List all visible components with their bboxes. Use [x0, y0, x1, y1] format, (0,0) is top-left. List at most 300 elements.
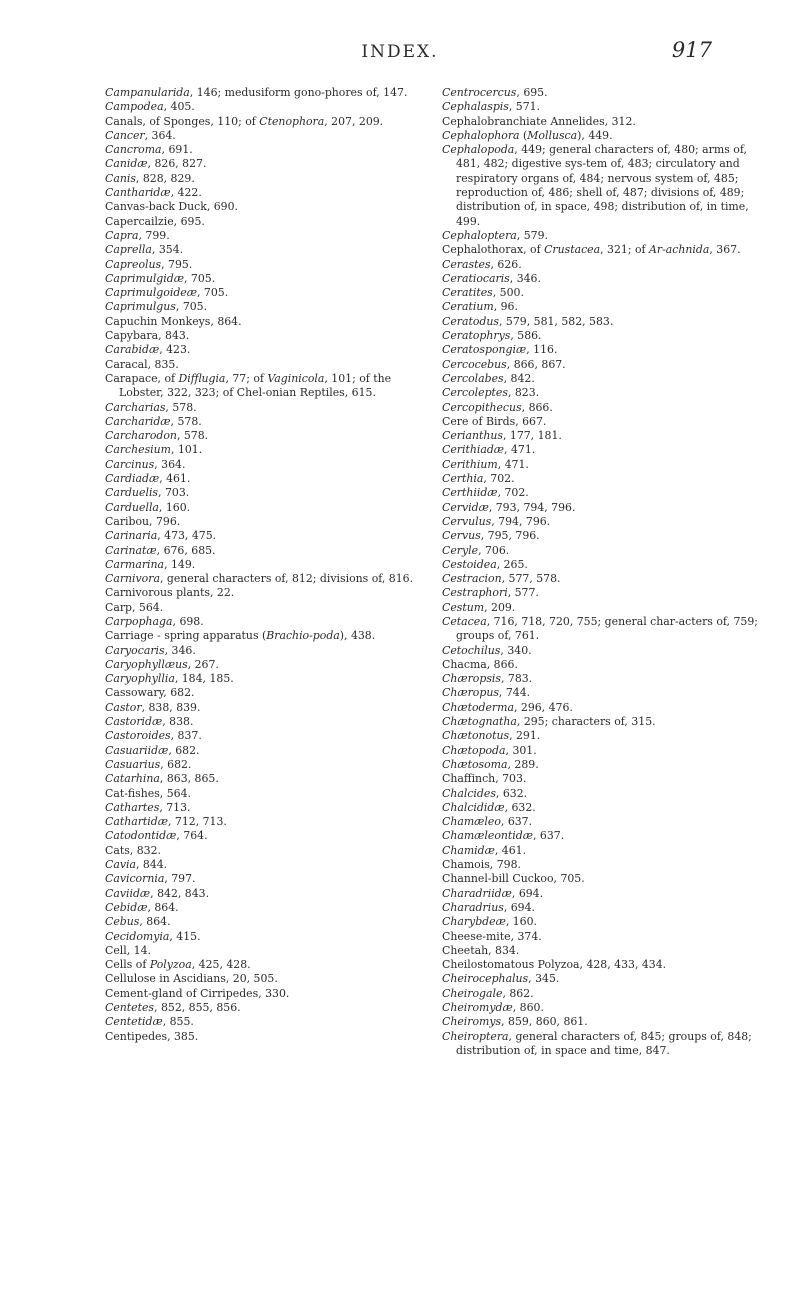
index-text: , 184, 185.	[174, 672, 234, 686]
index-text: , 354.	[151, 243, 184, 257]
index-entry	[105, 744, 437, 758]
index-entry	[442, 701, 774, 715]
index-entry	[442, 958, 774, 972]
index-text: , 578.	[176, 429, 209, 443]
index-term: Caryocaris	[105, 643, 165, 657]
index-term: Campanularida	[105, 86, 190, 99]
index-term: Chalcides	[442, 786, 496, 800]
running-head	[0, 38, 800, 68]
index-term: Cerastes	[442, 257, 491, 271]
index-term: Chamidæ	[442, 843, 495, 857]
index-term: Caprella	[105, 243, 152, 257]
index-text: Cere of Birds, 667.	[442, 414, 547, 428]
index-text: ), 449.	[577, 128, 613, 142]
index-term: Cestracion	[442, 572, 502, 586]
index-entry	[105, 258, 437, 272]
index-text: Cheese-mite, 374.	[442, 929, 542, 943]
index-term: Ceratites	[442, 286, 493, 300]
index-text: , 698.	[172, 614, 204, 628]
index-term: Castoridæ	[105, 715, 163, 729]
index-text: , 844.	[135, 858, 168, 872]
index-text: , 77; of	[225, 371, 268, 385]
index-entry	[442, 601, 774, 615]
index-text: Chacma, 866.	[442, 657, 518, 671]
index-entry	[442, 644, 774, 658]
index-text: Caracal, 835.	[105, 357, 179, 371]
index-entry	[105, 601, 437, 615]
index-entry	[105, 143, 437, 157]
index-term: Cathartes	[105, 800, 160, 814]
index-text: , 676, 685.	[156, 543, 216, 557]
index-entry	[442, 429, 774, 443]
index-entry	[105, 615, 437, 629]
index-term: Ceryle	[442, 543, 479, 557]
index-term: Charybdeæ	[442, 915, 506, 929]
index-text: Cell, 14.	[105, 943, 151, 957]
index-entry	[105, 115, 437, 129]
index-text: , 425, 428.	[191, 958, 251, 972]
index-term: Ceratospongiæ	[442, 343, 527, 357]
index-text: , 838, 839.	[141, 700, 201, 714]
index-term: Cephalaspis	[442, 100, 509, 114]
index-entry	[105, 887, 437, 901]
page-number: 917	[671, 38, 712, 62]
index-term: Cecidomyia	[105, 929, 170, 943]
index-text: , 691.	[161, 143, 193, 157]
index-term: Ceratodus	[442, 314, 499, 328]
index-text: , 405.	[163, 100, 195, 114]
index-text: , 473, 475.	[157, 529, 217, 543]
index-text: , 826, 827.	[147, 157, 207, 171]
index-entry	[442, 758, 774, 772]
index-text: , 578.	[165, 400, 197, 414]
index-term: Ceratium	[442, 300, 494, 314]
index-term: Chætopoda	[442, 743, 506, 757]
index-entry	[442, 343, 774, 357]
index-text: , 289.	[507, 757, 539, 771]
index-entry	[442, 744, 774, 758]
index-entry	[105, 243, 437, 257]
index-text: Canvas-back Duck, 690.	[105, 200, 238, 214]
index-entry	[105, 772, 437, 786]
index-text: , 864.	[139, 915, 171, 929]
index-term: Carinaria	[105, 529, 158, 543]
index-term: Chætonotus	[442, 729, 510, 743]
index-entry	[105, 215, 437, 229]
index-term: Casuariidæ	[105, 743, 169, 757]
index-text: , 101.	[171, 443, 203, 457]
index-text: , 866, 867.	[506, 357, 566, 371]
index-text: , 632.	[504, 800, 536, 814]
index-entry	[105, 529, 437, 543]
index-term: Carnivora	[105, 572, 160, 586]
index-text: , 346.	[509, 271, 541, 285]
index-term: Chætognatha	[442, 715, 517, 729]
index-text: Canals, of Sponges, 110; of	[105, 114, 260, 128]
index-term: Mollusca	[527, 128, 578, 142]
index-entry	[442, 115, 774, 129]
index-text: Carnivorous plants, 22.	[105, 586, 235, 600]
index-term: Cephalopoda	[442, 143, 515, 157]
index-column-left	[105, 86, 437, 1044]
index-term: Centetidæ	[105, 1015, 163, 1029]
index-entry	[105, 429, 437, 443]
index-text: Carapace, of	[105, 371, 179, 385]
index-term: Carabidæ	[105, 343, 160, 357]
index-entry	[442, 987, 774, 1001]
index-text: , 864.	[147, 900, 179, 914]
index-term: Chæropus	[442, 686, 499, 700]
index-entry	[105, 458, 437, 472]
index-entry	[105, 1001, 437, 1015]
index-term: Canis	[105, 171, 136, 185]
index-term: Carchesium	[105, 443, 172, 457]
index-text: , 706.	[478, 543, 510, 557]
index-text: , 682.	[160, 757, 192, 771]
index-text: , 367.	[709, 243, 741, 257]
index-term: Campodea	[105, 100, 164, 114]
index-text: Carriage - spring apparatus (	[105, 629, 267, 643]
index-term: Catodontidæ	[105, 829, 177, 843]
index-entry	[442, 801, 774, 815]
index-text: , 149.	[164, 557, 196, 571]
index-entry	[442, 401, 774, 415]
index-entry	[442, 686, 774, 700]
index-term: Cancer	[105, 128, 145, 142]
index-entry	[105, 701, 437, 715]
index-text: , 823.	[507, 386, 540, 400]
index-term: Cerithium	[442, 457, 498, 471]
index-term: Castoroides	[105, 729, 171, 743]
index-entry	[105, 729, 437, 743]
index-term: Cheiromydæ	[442, 1001, 513, 1014]
index-text: , 795.	[161, 257, 193, 271]
index-term: Certhia	[442, 472, 484, 486]
index-entry	[442, 787, 774, 801]
index-text: , 793, 794, 796.	[488, 500, 576, 514]
index-entry	[442, 772, 774, 786]
index-text: , 301.	[505, 743, 537, 757]
index-term: Chætoderma	[442, 700, 514, 714]
index-entry	[105, 829, 437, 843]
index-text: , 842, 843.	[150, 886, 210, 900]
index-entry	[442, 715, 774, 729]
index-entry	[442, 915, 774, 929]
index-text: , 744.	[498, 686, 531, 700]
index-text: , 321; of	[600, 243, 650, 257]
index-text: , 637.	[500, 815, 533, 829]
index-term: Ar-achnida	[649, 243, 710, 257]
index-term: Cercolabes	[442, 371, 504, 385]
index-text: Capybara, 843.	[105, 329, 190, 343]
index-text: Capercailzie, 695.	[105, 214, 205, 228]
index-term: Vaginicola	[267, 371, 325, 385]
index-entry	[442, 472, 774, 486]
index-term: Carduelis	[105, 486, 159, 500]
index-text: Cheetah, 834.	[442, 943, 520, 957]
index-entry	[105, 272, 437, 286]
index-text: , 160.	[158, 500, 191, 514]
index-entry	[105, 129, 437, 143]
index-entry	[442, 315, 774, 329]
index-text: , 296, 476.	[513, 700, 573, 714]
index-entry	[105, 872, 437, 886]
index-entry	[442, 229, 774, 243]
index-text: , 842.	[503, 371, 535, 385]
index-entry	[105, 229, 437, 243]
index-entry	[442, 829, 774, 843]
index-term: Cestoidea	[442, 557, 497, 571]
index-text: , 862.	[502, 986, 534, 1000]
index-entry	[442, 386, 774, 400]
index-text: , 702.	[483, 472, 515, 486]
index-entry	[105, 858, 437, 872]
index-text: , 449; general characters of, 480; arms of, 481, 482; digestive sys-tem of, 483; circulatory and respiratory organs of, 484; nervous system of, 485; reproduction of, 486; shell of, 487; divisions of, 489; distribution of, in space, 498; distribution of, in time, 499.	[456, 143, 749, 228]
index-term: Difflugia	[178, 371, 226, 385]
index-text: , 637.	[532, 829, 565, 843]
index-entry	[442, 243, 774, 257]
index-entry	[105, 586, 437, 600]
index-text: , 783.	[500, 672, 533, 686]
index-text: , 267.	[187, 657, 219, 671]
index-term: Cercoleptes	[442, 386, 508, 400]
index-text: , 295; characters of, 315.	[516, 715, 656, 729]
index-text: , 838.	[162, 715, 194, 729]
index-term: Cestum	[442, 600, 485, 614]
index-entry	[442, 558, 774, 572]
index-text: , 632.	[495, 786, 528, 800]
index-text: , 837.	[170, 729, 202, 743]
index-entry	[442, 258, 774, 272]
index-term: Cervidæ	[442, 500, 489, 514]
index-term: Cervus	[442, 529, 481, 543]
index-text: , 794, 796.	[491, 514, 551, 528]
index-term: Chalcididæ	[442, 800, 505, 814]
index-text: , 712, 713.	[167, 815, 227, 829]
index-entry	[105, 815, 437, 829]
index-text: Cats, 832.	[105, 843, 161, 857]
index-entry	[105, 758, 437, 772]
index-entry	[442, 486, 774, 500]
index-term: Charadriidæ	[442, 886, 512, 900]
index-term: Cestraphori	[442, 586, 508, 600]
index-entry	[105, 486, 437, 500]
index-text: , 422.	[170, 186, 202, 200]
index-text: , 209.	[484, 600, 516, 614]
index-entry	[105, 401, 437, 415]
index-term: Cardiadæ	[105, 472, 160, 486]
index-text: , 579, 581, 582, 583.	[499, 314, 614, 328]
index-text: , 364.	[144, 128, 176, 142]
index-term: Cheiromys	[442, 1015, 502, 1029]
index-text: , 471.	[497, 457, 529, 471]
index-entry	[442, 586, 774, 600]
index-entry	[105, 501, 437, 515]
index-text: , 207, 209.	[324, 114, 384, 128]
index-text: , 101; of the Lobster, 322, 323; of Chel-onian Reptiles, 615.	[119, 371, 392, 400]
index-entry	[105, 443, 437, 457]
index-entry	[442, 615, 774, 644]
index-entry	[442, 458, 774, 472]
index-entry	[442, 372, 774, 386]
index-entry	[105, 658, 437, 672]
index-text: , 423.	[159, 343, 191, 357]
index-entry	[105, 915, 437, 929]
index-text: , 703.	[158, 486, 190, 500]
index-entry	[105, 1030, 437, 1044]
index-term: Cephaloptera	[442, 228, 517, 242]
index-text: Carp, 564.	[105, 600, 164, 614]
index-entry	[442, 1030, 774, 1059]
index-entry	[442, 815, 774, 829]
index-text: , 797.	[164, 872, 196, 886]
index-text: (	[519, 128, 528, 142]
index-text: , 160.	[505, 915, 538, 929]
index-entry	[442, 143, 774, 229]
index-entry	[442, 286, 774, 300]
index-text: Chamois, 798.	[442, 858, 521, 872]
index-entry	[442, 658, 774, 672]
index-text: , 713.	[159, 800, 191, 814]
index-text: , 795, 796.	[480, 529, 540, 543]
index-text: , 177, 181.	[502, 429, 562, 443]
index-text: , 577, 578.	[501, 572, 561, 586]
index-entry	[442, 129, 774, 143]
index-text: , 695.	[516, 86, 548, 99]
index-entry	[105, 186, 437, 200]
index-text: , general characters of, 812; divisions of, 816.	[159, 572, 414, 586]
index-entry	[105, 715, 437, 729]
index-term: Centetes	[105, 1001, 155, 1014]
index-term: Caviidæ	[105, 886, 151, 900]
index-entry	[442, 86, 774, 100]
index-term: Carpophaga	[105, 614, 173, 628]
index-column-right	[442, 86, 774, 1058]
index-term: Cephalophora	[442, 128, 520, 142]
index-text: , 116.	[526, 343, 558, 357]
index-text: , 705.	[183, 271, 216, 285]
index-entry	[105, 672, 437, 686]
index-term: Cheirogale	[442, 986, 503, 1000]
index-entry	[442, 544, 774, 558]
index-text: , 461.	[494, 843, 527, 857]
index-entry	[442, 100, 774, 114]
index-entry	[105, 300, 437, 314]
index-entry	[105, 644, 437, 658]
index-entry	[105, 987, 437, 1001]
index-text: , 578.	[170, 414, 202, 428]
index-entry	[442, 1015, 774, 1029]
index-entry	[105, 472, 437, 486]
index-text: , 694.	[511, 886, 544, 900]
index-term: Caprimulgoideæ	[105, 286, 197, 300]
index-text: , 345.	[528, 972, 560, 986]
index-text: , 702.	[497, 486, 529, 500]
index-term: Carcharidæ	[105, 414, 171, 428]
index-term: Catarhina	[105, 772, 160, 786]
index-term: Brachio-poda	[266, 629, 340, 643]
index-term: Cercopithecus	[442, 400, 522, 414]
index-term: Castor	[105, 700, 142, 714]
index-text: , 852, 855, 856.	[154, 1001, 241, 1014]
index-entry	[442, 272, 774, 286]
index-term: Cheiroptera	[442, 1029, 509, 1043]
index-text: , 500.	[492, 286, 524, 300]
index-text: , 694.	[503, 900, 535, 914]
index-text: Caribou, 796.	[105, 514, 181, 528]
index-text: , 764.	[176, 829, 208, 843]
index-entry	[105, 329, 437, 343]
index-entry	[442, 672, 774, 686]
index-term: Cathartidæ	[105, 815, 168, 829]
index-term: Carinatæ	[105, 543, 157, 557]
index-text: , 461.	[159, 472, 191, 486]
index-text: , 799.	[138, 228, 170, 242]
index-term: Carmarina	[105, 557, 165, 571]
index-entry	[442, 729, 774, 743]
index-term: Casuarius	[105, 757, 161, 771]
index-entry	[442, 887, 774, 901]
index-text: , 866.	[521, 400, 553, 414]
index-text: , 364.	[154, 457, 186, 471]
index-text: , 863, 865.	[159, 772, 219, 786]
index-entry	[442, 872, 774, 886]
index-term: Cervulus	[442, 514, 492, 528]
index-entry	[442, 972, 774, 986]
index-entry	[442, 501, 774, 515]
index-text: Cephalobranchiate Annelides, 312.	[442, 114, 636, 128]
index-term: Ctenophora	[259, 114, 325, 128]
index-text: , 716, 718, 720, 755; general char-acters of, 759; groups of, 761.	[456, 614, 758, 643]
index-term: Cavia	[105, 858, 136, 872]
index-entry	[105, 558, 437, 572]
index-term: Cetacea	[442, 614, 487, 628]
index-entry	[442, 944, 774, 958]
index-term: Carduella	[105, 500, 159, 514]
index-entry	[442, 858, 774, 872]
index-entry	[105, 200, 437, 214]
index-text: , 579.	[516, 228, 548, 242]
index-term: Cercocebus	[442, 357, 507, 371]
index-entry	[105, 958, 437, 972]
index-term: Caprimulgidæ	[105, 271, 184, 285]
index-text: , 577.	[507, 586, 539, 600]
index-text: , 346.	[164, 643, 196, 657]
index-entry	[442, 300, 774, 314]
index-entry	[105, 157, 437, 171]
index-entry	[105, 844, 437, 858]
index-entry	[105, 572, 437, 586]
index-term: Certhiidæ	[442, 486, 498, 500]
index-text: Cement-gland of Cirripedes, 330.	[105, 986, 290, 1000]
index-term: Cebidæ	[105, 900, 148, 914]
index-term: Polyzoa	[149, 958, 192, 972]
index-entry	[105, 100, 437, 114]
index-text: , 415.	[169, 929, 201, 943]
index-term: Chamæleo	[442, 815, 501, 829]
index-term: Chætosoma	[442, 757, 508, 771]
index-entry	[442, 515, 774, 529]
index-text: , 265.	[496, 557, 528, 571]
index-text: Capuchin Monkeys, 864.	[105, 314, 242, 328]
index-term: Carcinus	[105, 457, 155, 471]
index-entry	[442, 901, 774, 915]
index-entry	[105, 544, 437, 558]
index-term: Centrocercus	[442, 86, 517, 99]
index-entry	[105, 515, 437, 529]
index-term: Cavicornia	[105, 872, 165, 886]
index-text: , 146; medusiform gono-phores of, 147.	[189, 86, 408, 99]
